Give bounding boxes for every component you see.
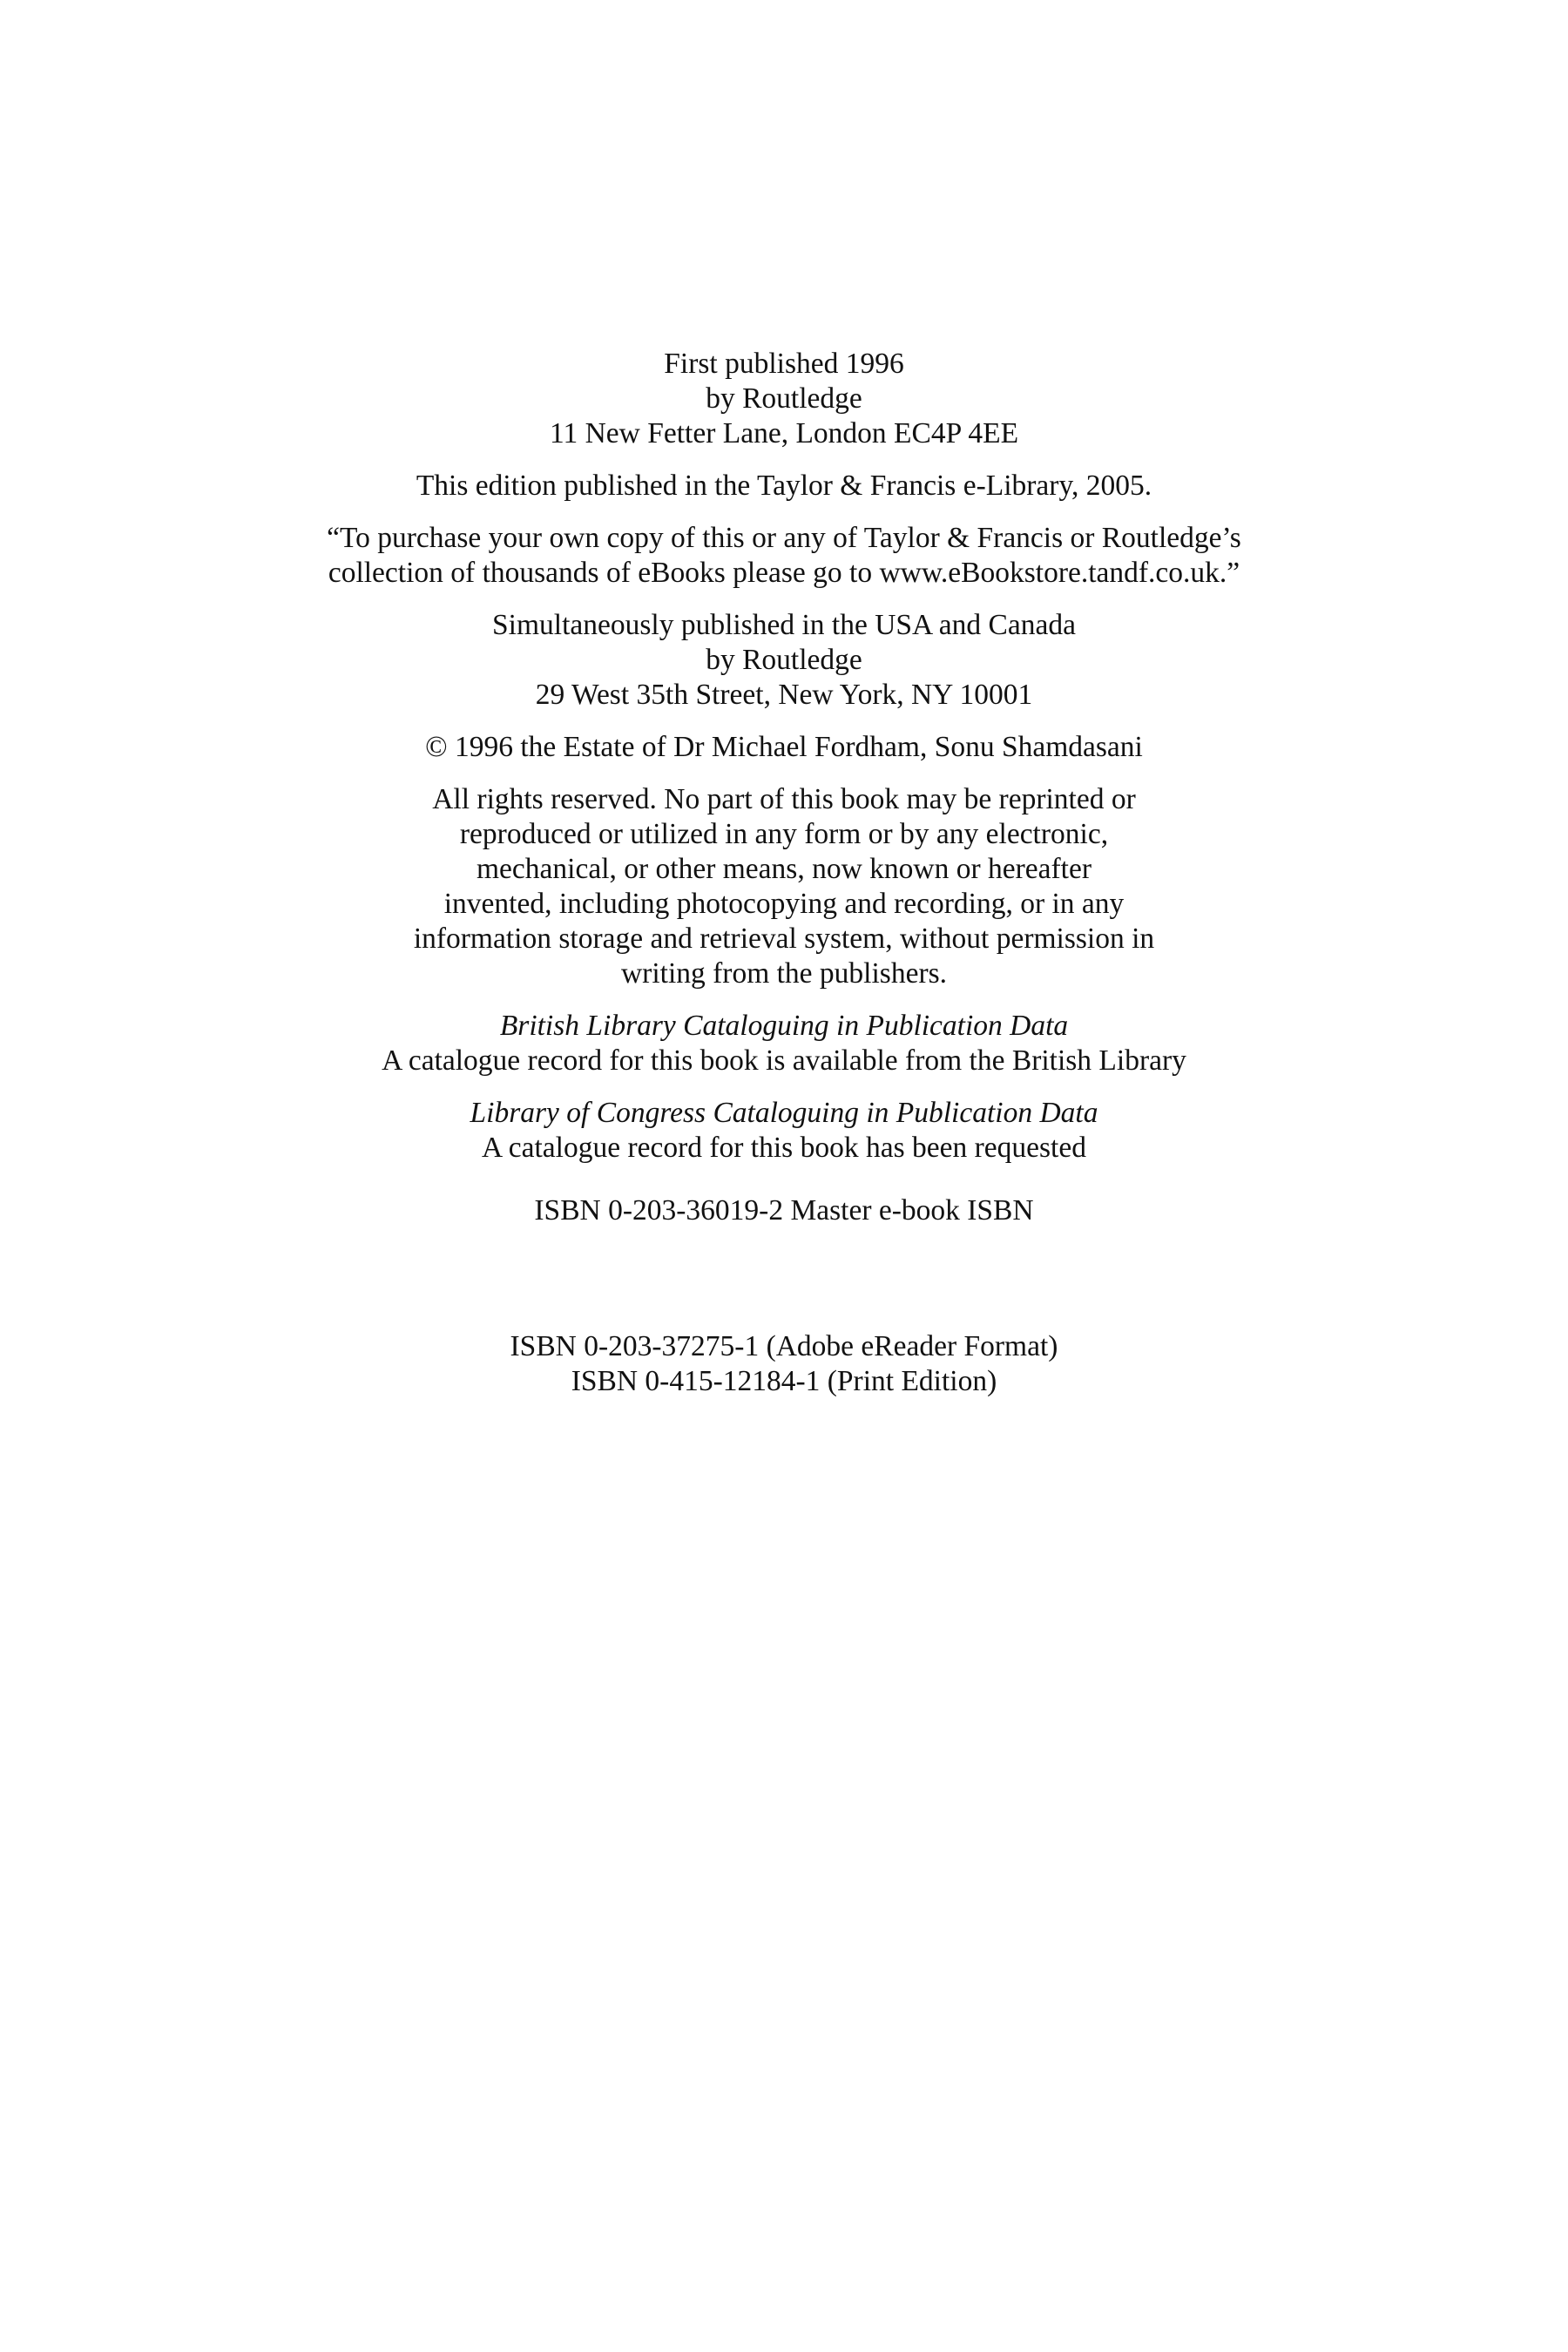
- purchase-note-block: [0, 521, 1568, 591]
- edition-note: This edition published in the Taylor & Francis e-Library, 2005.: [416, 470, 1152, 502]
- publisher-address-line: 11 New Fetter Lane, London EC4P 4EE: [549, 417, 1019, 449]
- rights-line-1: All rights reserved. No part of this book may be reprinted or: [432, 783, 1136, 815]
- isbn-master-line: ISBN 0-203-36019-2 Master e-book ISBN: [534, 1194, 1034, 1227]
- rights-line-6: writing from the publishers.: [620, 957, 948, 990]
- library-of-congress-block: [0, 1096, 1568, 1166]
- us-publisher-line: by Routledge: [706, 644, 862, 676]
- purchase-note-line-2: collection of thousands of eBooks please go to www.eBookstore.tandf.co.uk.”: [328, 557, 1240, 589]
- copyright-line: © 1996 the Estate of Dr Michael Fordham, Sonu Shamdasani: [425, 731, 1143, 763]
- rights-line-4: invented, including photocopying and recording, or in any: [443, 888, 1125, 920]
- rights-block: [0, 782, 1568, 991]
- library-of-congress-heading: Library of Congress Cataloguing in Publication Data: [470, 1097, 1098, 1129]
- british-library-text: A catalogue record for this book is available from the British Library: [382, 1044, 1186, 1077]
- us-publisher-address-line: 29 West 35th Street, New York, NY 10001: [535, 679, 1033, 711]
- simultaneous-publication-block: [0, 608, 1568, 713]
- first-published-line: First published 1996: [664, 348, 904, 380]
- simultaneous-line: Simultaneously published in the USA and Canada: [492, 609, 1076, 641]
- publisher-line: by Routledge: [706, 382, 862, 415]
- isbn-ereader-line: ISBN 0-203-37275-1 (Adobe eReader Format): [510, 1330, 1058, 1362]
- rights-line-3: mechanical, or other means, now known or hereafter: [476, 853, 1092, 885]
- first-published-block: [0, 347, 1568, 451]
- imprint-page: [0, 347, 1568, 1399]
- rights-line-5: information storage and retrieval system, without permission in: [413, 923, 1155, 955]
- copyright-block: [0, 730, 1568, 765]
- edition-note-block: [0, 469, 1568, 504]
- british-library-block: [0, 1009, 1568, 1078]
- purchase-note-line-1: “To purchase your own copy of this or any of Taylor & Francis or Routledge’s: [327, 522, 1241, 554]
- library-of-congress-text: A catalogue record for this book has been requested: [482, 1132, 1086, 1164]
- isbn-print-line: ISBN 0-415-12184-1 (Print Edition): [571, 1365, 997, 1397]
- isbn-master-block: [0, 1193, 1568, 1228]
- british-library-heading: British Library Cataloguing in Publication Data: [499, 1010, 1069, 1042]
- rights-line-2: reproduced or utilized in any form or by any electronic,: [459, 818, 1109, 850]
- isbn-other-block: [0, 1329, 1568, 1399]
